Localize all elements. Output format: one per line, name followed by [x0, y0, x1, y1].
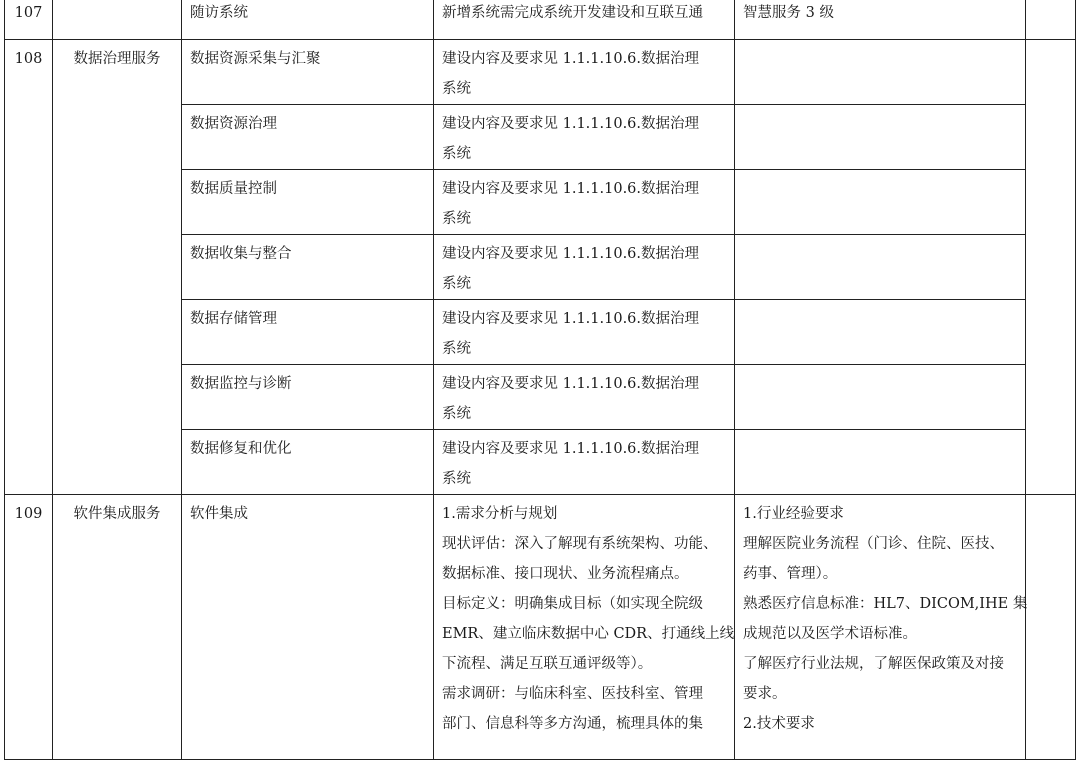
requirement-line: 药事、管理）。	[743, 566, 838, 582]
description-line: 需求调研：与临床科室、医技科室、管理	[442, 686, 703, 702]
item-name: 数据收集与整合	[182, 235, 434, 300]
row-number: 108	[5, 40, 53, 495]
description-cell	[434, 495, 735, 760]
description-cell	[434, 365, 735, 430]
description-line: 建设内容及要求见 1.1.1.10.6.数据治理	[442, 246, 700, 262]
description-cell	[434, 105, 735, 170]
table-row	[5, 495, 1076, 760]
description-line: 建设内容及要求见 1.1.1.10.6.数据治理	[442, 181, 700, 197]
description-line: 系统	[442, 276, 471, 292]
description-line: 系统	[442, 81, 471, 97]
row-number: 107	[5, 0, 53, 40]
item-name: 随访系统	[182, 0, 434, 40]
requirement-cell	[735, 235, 1026, 300]
empty-cell	[1026, 0, 1076, 40]
description-cell	[434, 0, 735, 40]
requirement-cell	[735, 40, 1026, 105]
category-cell: 数据治理服务	[53, 40, 182, 495]
description-line: 系统	[442, 341, 471, 357]
requirement-line: 理解医院业务流程（门诊、住院、医技、	[743, 536, 1004, 552]
requirement-line: 2.技术要求	[743, 716, 815, 732]
item-name: 数据存储管理	[182, 300, 434, 365]
table-row	[5, 0, 1076, 40]
description-line: 部门、信息科等多方沟通，梳理具体的集	[442, 716, 703, 732]
item-name: 数据资源治理	[182, 105, 434, 170]
description-line: 建设内容及要求见 1.1.1.10.6.数据治理	[442, 51, 700, 67]
requirement-cell	[735, 170, 1026, 235]
description-line: 新增系统需完成系统开发建设和互联互通	[442, 5, 703, 21]
description-line: 建设内容及要求见 1.1.1.10.6.数据治理	[442, 376, 700, 392]
description-line: EMR、建立临床数据中心 CDR、打通线上线	[442, 626, 735, 642]
requirement-line: 熟悉医疗信息标准：HL7、DICOM,IHE 集	[743, 596, 1028, 612]
requirement-cell	[735, 365, 1026, 430]
requirement-cell	[735, 0, 1026, 40]
row-number: 109	[5, 495, 53, 760]
item-name: 数据资源采集与汇聚	[182, 40, 434, 105]
requirement-cell	[735, 105, 1026, 170]
description-line: 建设内容及要求见 1.1.1.10.6.数据治理	[442, 441, 700, 457]
description-line: 系统	[442, 146, 471, 162]
empty-cell	[1026, 40, 1076, 495]
description-cell	[434, 235, 735, 300]
description-cell	[434, 170, 735, 235]
description-line: 系统	[442, 211, 471, 227]
description-line: 建设内容及要求见 1.1.1.10.6.数据治理	[442, 116, 700, 132]
description-line: 数据标准、接口现状、业务流程痛点。	[442, 566, 689, 582]
item-name: 软件集成	[182, 495, 434, 760]
description-line: 1.需求分析与规划	[442, 506, 558, 522]
description-line: 建设内容及要求见 1.1.1.10.6.数据治理	[442, 311, 700, 327]
requirement-line: 了解医疗行业法规，了解医保政策及对接	[743, 656, 1004, 672]
requirement-line: 要求。	[743, 686, 787, 702]
requirement-line: 智慧服务 3 级	[743, 5, 834, 21]
item-name: 数据质量控制	[182, 170, 434, 235]
requirement-line: 1.行业经验要求	[743, 506, 844, 522]
description-line: 系统	[442, 471, 471, 487]
description-line: 系统	[442, 406, 471, 422]
category-cell	[53, 0, 182, 40]
requirement-line: 成规范以及医学术语标准。	[743, 626, 917, 642]
description-cell	[434, 300, 735, 365]
description-cell	[434, 430, 735, 495]
category-cell: 软件集成服务	[53, 495, 182, 760]
requirements-table	[4, 0, 1076, 760]
item-name: 数据修复和优化	[182, 430, 434, 495]
requirement-cell	[735, 495, 1026, 760]
description-line: 下流程、满足互联互通评级等）。	[442, 656, 653, 672]
description-line: 现状评估：深入了解现有系统架构、功能、	[442, 536, 718, 552]
description-cell	[434, 40, 735, 105]
table-row	[5, 40, 1076, 105]
empty-cell	[1026, 495, 1076, 760]
description-line: 目标定义：明确集成目标（如实现全院级	[442, 596, 703, 612]
requirement-cell	[735, 300, 1026, 365]
item-name: 数据监控与诊断	[182, 365, 434, 430]
requirement-cell	[735, 430, 1026, 495]
